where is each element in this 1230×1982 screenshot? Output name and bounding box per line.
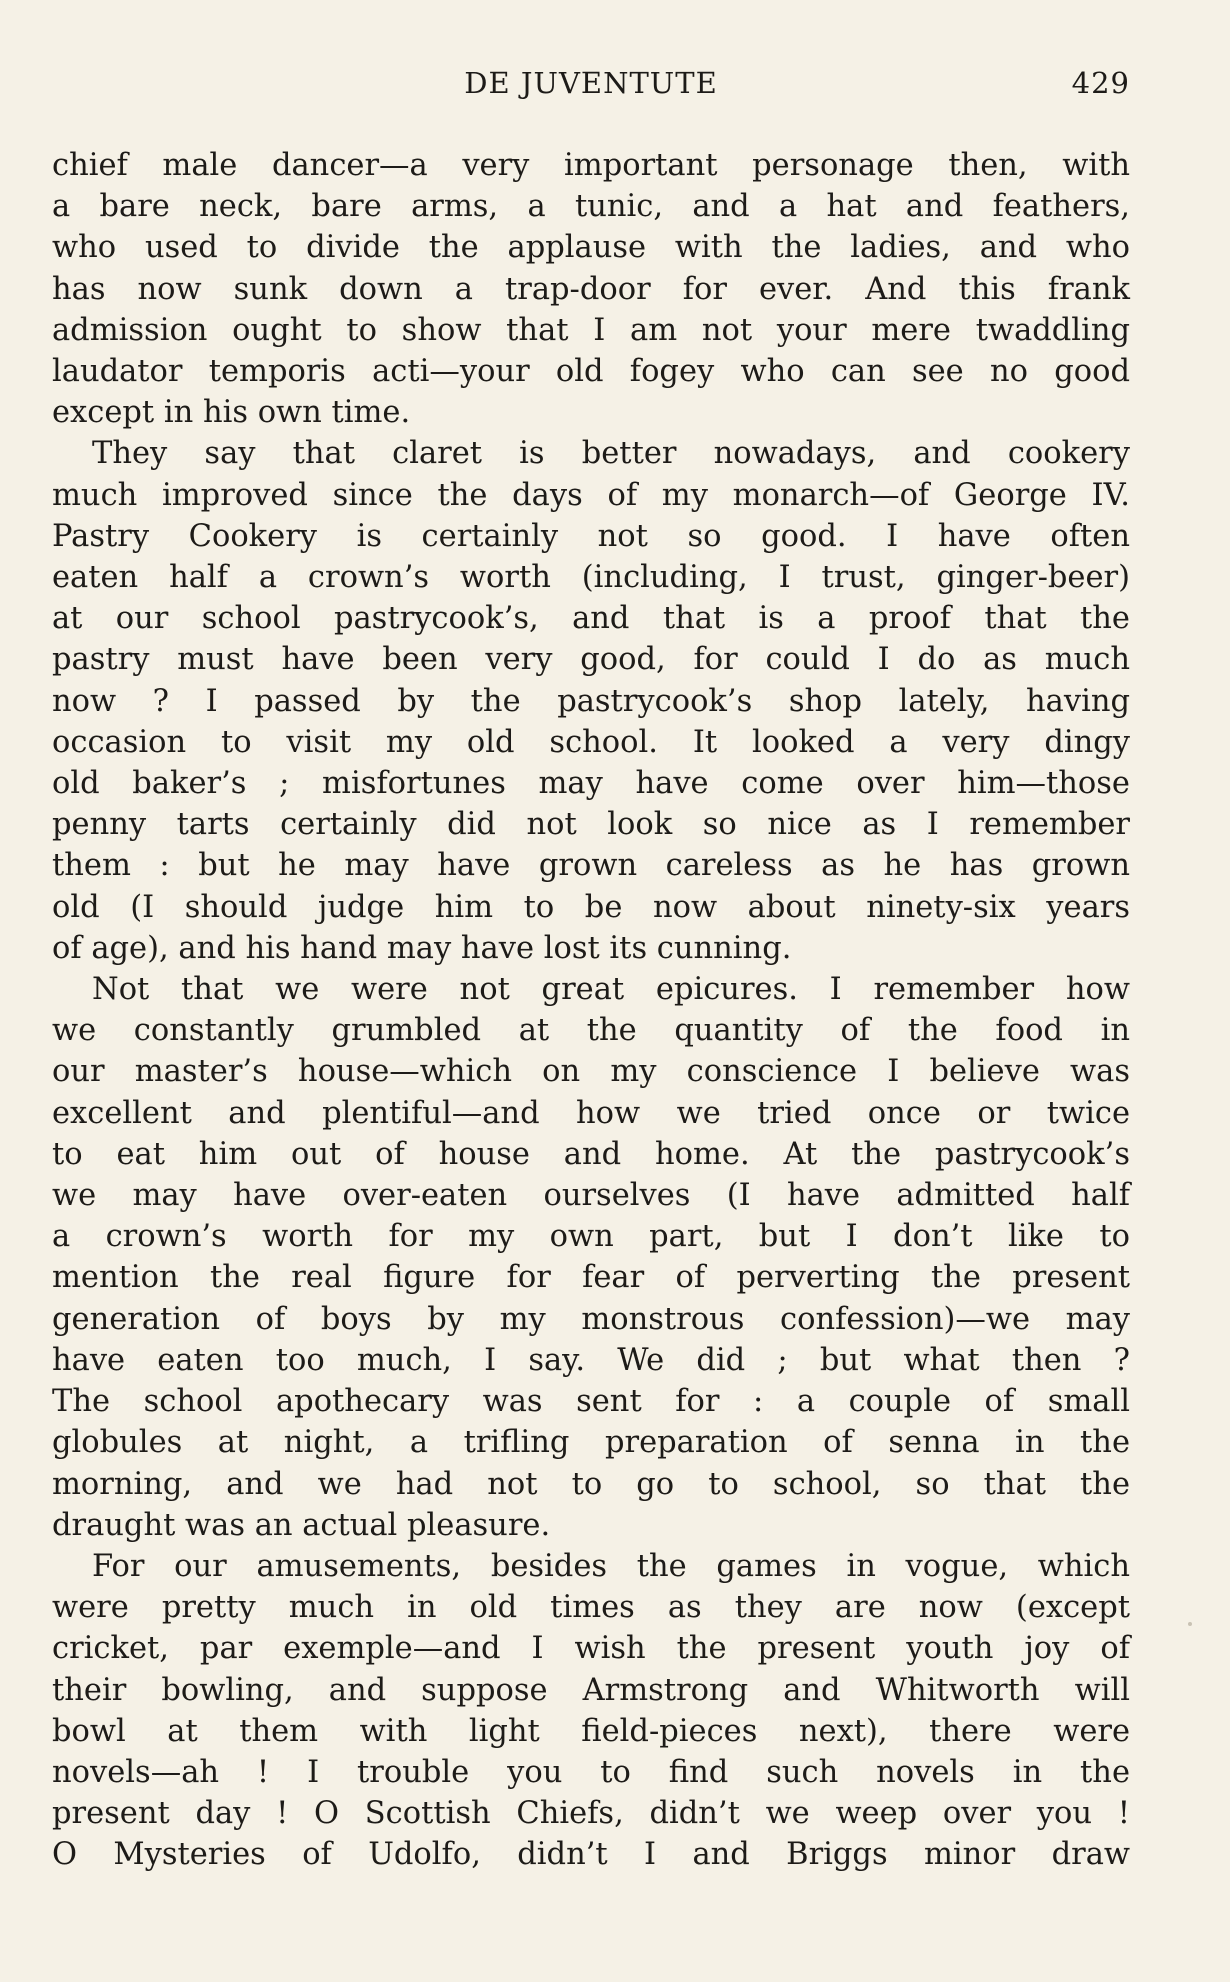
text-line: them : but he may have grown careless as he has grown — [52, 848, 1130, 884]
text-line: their bowling, and suppose Armstrong and Whitworth will — [52, 1672, 1130, 1708]
chapter-title: DE JUVENTUTE — [464, 66, 718, 100]
paragraph-amusements — [52, 1546, 1130, 1876]
text-line: morning, and we had not to go to school, so that the — [52, 1466, 1130, 1502]
text-line: The school apothecary was sent for : a couple of small — [52, 1384, 1130, 1420]
text-line: mention the real figure for fear of perverting the present — [52, 1260, 1130, 1296]
text-line: old baker’s ; misfortunes may have come over him—those — [52, 766, 1130, 802]
text-line: present day ! O Scottish Chiefs, didn’t we weep over you ! — [52, 1796, 1130, 1832]
text-line: Not that we were not great epicures. I remember how — [92, 972, 1130, 1008]
page-number: 429 — [1071, 66, 1130, 100]
text-line: occasion to visit my old school. It looked a very dingy — [52, 724, 1130, 760]
text-line: our master’s house—which on my conscience I believe was — [52, 1054, 1130, 1090]
text-line: eaten half a crown’s worth (including, I trust, ginger-beer) — [52, 560, 1130, 596]
text-line: generation of boys by my monstrous confession)—we may — [52, 1301, 1130, 1337]
text-line: For our amusements, besides the games in vogue, which — [92, 1548, 1130, 1584]
text-line: Pastry Cookery is certainly not so good. I have often — [52, 518, 1130, 554]
paragraph-continuation — [52, 145, 1130, 433]
text-line: were pretty much in old times as they are now (except — [52, 1590, 1130, 1626]
text-line: cricket, par exemple—and I wish the present youth joy of — [52, 1631, 1130, 1667]
text-line: They say that claret is better nowadays, and cookery — [92, 436, 1130, 472]
text-line: novels—ah ! I trouble you to find such novels in the — [52, 1754, 1130, 1790]
text-line: we constantly grumbled at the quantity of the food in — [52, 1013, 1130, 1049]
text-line: who used to divide the applause with the ladies, and who — [52, 230, 1130, 266]
text-line: except in his own time. — [52, 395, 411, 431]
text-line: have eaten too much, I say. We did ; but what then ? — [52, 1342, 1130, 1378]
running-head — [52, 66, 1130, 110]
text-line: of age), and his hand may have lost its cunning. — [52, 930, 792, 966]
text-line: has now sunk down a trap-door for ever. And this frank — [52, 271, 1130, 307]
text-line: pastry must have been very good, for could I do as much — [52, 642, 1130, 678]
text-line: to eat him out of house and home. At the pastrycook’s — [52, 1136, 1130, 1172]
text-line: O Mysteries of Udolfo, didn’t I and Briggs minor draw — [52, 1837, 1130, 1873]
body-text — [52, 145, 1130, 1876]
text-line: we may have over-eaten ourselves (I have admitted half — [52, 1178, 1130, 1214]
paragraph-epicures — [52, 969, 1130, 1546]
text-line: old (I should judge him to be now about ninety-six years — [52, 889, 1130, 925]
text-line: globules at night, a trifling preparation of senna in the — [52, 1425, 1130, 1461]
text-line: admission ought to show that I am not your mere twaddling — [52, 312, 1130, 348]
text-line: excellent and plentiful—and how we tried once or twice — [52, 1095, 1130, 1131]
text-line: a bare neck, bare arms, a tunic, and a hat and feathers, — [52, 189, 1130, 225]
text-line: penny tarts certainly did not look so nice as I remember — [52, 807, 1130, 843]
text-line: at our school pastrycook’s, and that is a proof that the — [52, 601, 1130, 637]
text-line: a crown’s worth for my own part, but I don’t like to — [52, 1219, 1130, 1255]
margin-speck — [1188, 1622, 1192, 1626]
text-line: bowl at them with light field-pieces next), there were — [52, 1713, 1130, 1749]
paragraph-claret — [52, 433, 1130, 969]
text-line: now ? I passed by the pastrycook’s shop lately, having — [52, 683, 1130, 719]
text-line: laudator temporis acti—your old fogey who can see no good — [52, 354, 1130, 390]
text-line: chief male dancer—a very important personage then, with — [52, 148, 1130, 183]
text-line: draught was an actual pleasure. — [52, 1507, 551, 1543]
text-line: much improved since the days of my monarch—of George IV. — [52, 477, 1130, 513]
